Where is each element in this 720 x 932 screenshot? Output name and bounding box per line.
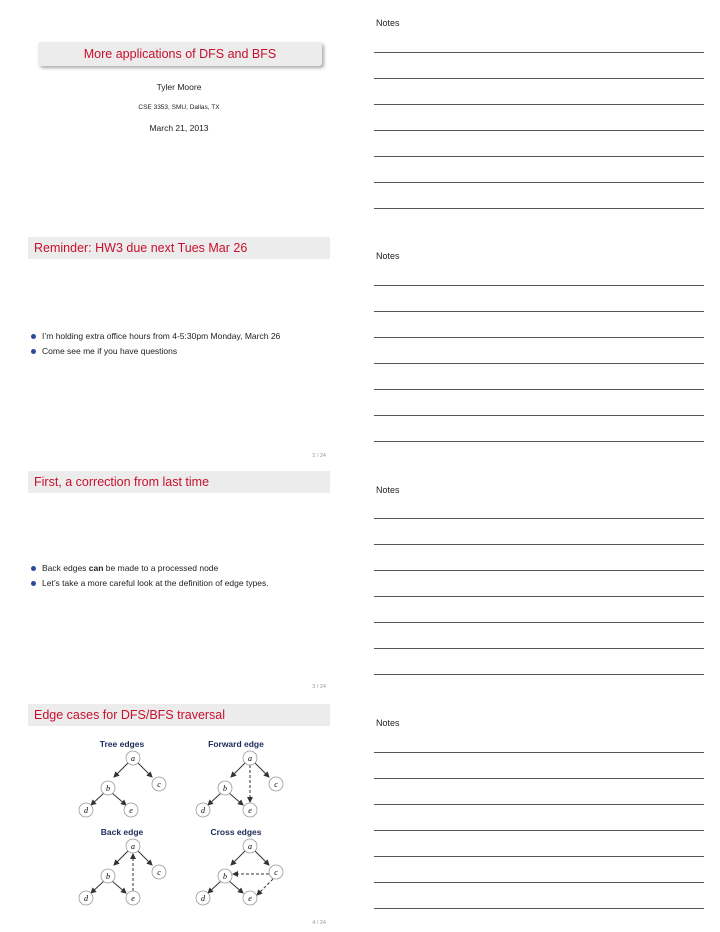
notes-line bbox=[374, 441, 704, 442]
notes-line bbox=[374, 311, 704, 312]
notes-line bbox=[374, 518, 704, 519]
notes-line bbox=[374, 674, 704, 675]
notes-line bbox=[374, 830, 704, 831]
graph-back-edge bbox=[79, 839, 166, 905]
notes-line bbox=[374, 130, 704, 131]
notes-line bbox=[374, 544, 704, 545]
slide-correction bbox=[28, 471, 330, 699]
bullet-item: I’m holding extra office hours from 4-5:30pm Monday, March 26 bbox=[28, 329, 328, 344]
notes-line bbox=[374, 363, 704, 364]
notes-label: Notes bbox=[376, 18, 400, 28]
notes-line bbox=[374, 570, 704, 571]
node-d: d bbox=[201, 806, 205, 815]
notes-line bbox=[374, 285, 704, 286]
bullet-list bbox=[28, 329, 328, 359]
node-a: a bbox=[131, 754, 135, 763]
notes-line bbox=[374, 156, 704, 157]
notes-line bbox=[374, 78, 704, 79]
notes-line bbox=[374, 856, 704, 857]
node-c: c bbox=[157, 868, 161, 877]
notes-line bbox=[374, 52, 704, 53]
node-e: e bbox=[131, 894, 135, 903]
node-d: d bbox=[84, 806, 88, 815]
node-b: b bbox=[106, 784, 110, 793]
bullet-item: Let’s take a more careful look at the definition of edge types. bbox=[28, 576, 328, 591]
page-number: 2 / 24 bbox=[312, 453, 326, 459]
graph-title-back-edge: Back edge bbox=[100, 827, 144, 837]
notes-line bbox=[374, 622, 704, 623]
notes-line bbox=[374, 648, 704, 649]
graph-title-tree-edges: Tree edges bbox=[99, 739, 145, 749]
notes-line bbox=[374, 882, 704, 883]
notes-line bbox=[374, 908, 704, 909]
frame-title: Reminder: HW3 due next Tues Mar 26 bbox=[28, 237, 330, 259]
slide-title-page bbox=[28, 0, 330, 232]
graph-forward-edge bbox=[196, 751, 283, 817]
frame-title: First, a correction from last time bbox=[28, 471, 330, 493]
presentation-date: March 21, 2013 bbox=[149, 123, 209, 133]
slide-edge-cases bbox=[28, 704, 330, 932]
notes-label: Notes bbox=[376, 251, 400, 261]
graph-tree-edges bbox=[79, 751, 166, 817]
node-c: c bbox=[157, 780, 161, 789]
notes-line bbox=[374, 337, 704, 338]
graph-title-cross-edges: Cross edges bbox=[210, 827, 262, 837]
graph-cross-edges bbox=[196, 839, 283, 905]
notes-line bbox=[374, 182, 704, 183]
notes-label: Notes bbox=[376, 718, 400, 728]
node-e: e bbox=[129, 806, 133, 815]
frame-title: Edge cases for DFS/BFS traversal bbox=[28, 704, 330, 726]
node-b: b bbox=[106, 872, 110, 881]
node-c: c bbox=[274, 780, 278, 789]
bullet-emphasis: can bbox=[88, 563, 104, 573]
node-a: a bbox=[248, 754, 252, 763]
node-a: a bbox=[248, 842, 252, 851]
notes-label: Notes bbox=[376, 485, 400, 495]
node-a: a bbox=[131, 842, 135, 851]
node-e: e bbox=[248, 806, 252, 815]
notes-line bbox=[374, 389, 704, 390]
edge-diagrams bbox=[28, 704, 330, 932]
page-number: 4 / 24 bbox=[312, 920, 326, 926]
node-d: d bbox=[201, 894, 205, 903]
node-b: b bbox=[223, 784, 227, 793]
page-number: 3 / 24 bbox=[312, 684, 326, 690]
bullet-item bbox=[28, 561, 328, 576]
notes-line bbox=[374, 778, 704, 779]
notes-line bbox=[374, 104, 704, 105]
bullet-text: be made to a processed node bbox=[103, 563, 219, 573]
presentation-title: More applications of DFS and BFS bbox=[38, 42, 322, 66]
notes-line bbox=[374, 208, 704, 209]
bullet-list bbox=[28, 561, 328, 591]
notes-line bbox=[374, 596, 704, 597]
node-e: e bbox=[248, 894, 252, 903]
notes-line bbox=[374, 752, 704, 753]
affiliation: CSE 3353, SMU, Dallas, TX bbox=[138, 104, 220, 111]
node-b: b bbox=[223, 872, 227, 881]
node-c: c bbox=[274, 868, 278, 877]
notes-line bbox=[374, 415, 704, 416]
bullet-text: Back edges bbox=[42, 563, 89, 573]
slide-reminder bbox=[28, 237, 330, 467]
author-name: Tyler Moore bbox=[156, 82, 202, 92]
bullet-item: Come see me if you have questions bbox=[28, 344, 328, 359]
graph-title-forward-edge: Forward edge bbox=[208, 739, 264, 749]
notes-line bbox=[374, 804, 704, 805]
node-d: d bbox=[84, 894, 88, 903]
